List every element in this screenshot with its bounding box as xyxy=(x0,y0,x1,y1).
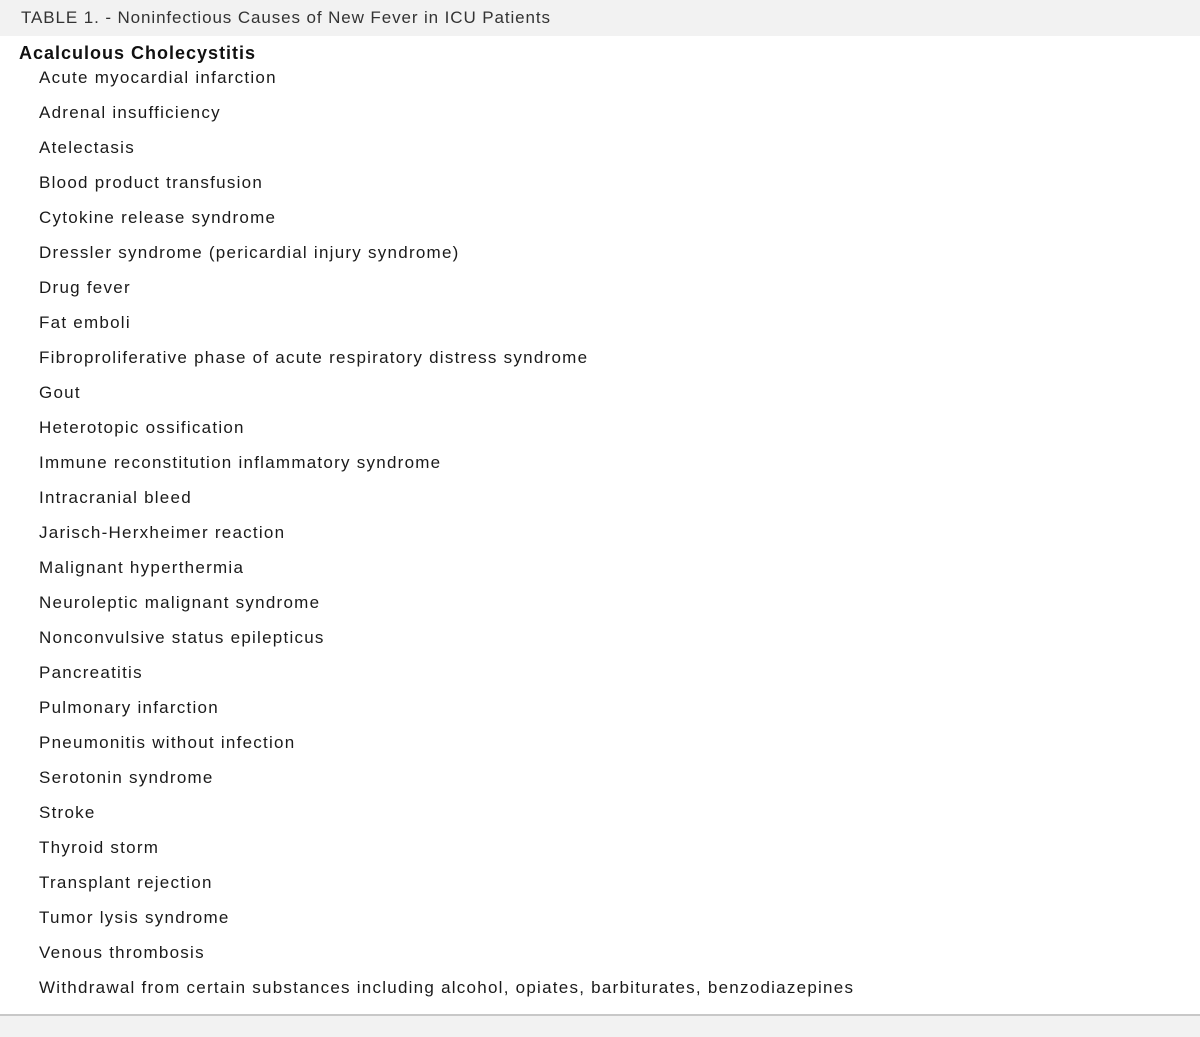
list-item: Dressler syndrome (pericardial injury syndrome) xyxy=(39,243,460,262)
list-item: Acute myocardial infarction xyxy=(39,68,277,87)
list-item: Fibroproliferative phase of acute respiratory distress syndrome xyxy=(39,348,589,367)
table-caption-bar xyxy=(0,0,1200,36)
list-item: Serotonin syndrome xyxy=(39,768,214,787)
table-caption: TABLE 1. - Noninfectious Causes of New Fever in ICU Patients xyxy=(21,8,551,27)
list-item: Intracranial bleed xyxy=(39,488,192,507)
table-section-heading: Acalculous Cholecystitis xyxy=(19,43,257,63)
list-item: Heterotopic ossification xyxy=(39,418,245,437)
list-item: Gout xyxy=(39,383,81,402)
list-item: Malignant hyperthermia xyxy=(39,558,245,577)
list-item: Adrenal insufficiency xyxy=(39,103,221,122)
list-item: Drug fever xyxy=(39,278,131,297)
list-item: Immune reconstitution inflammatory syndrome xyxy=(39,453,442,472)
list-item: Neuroleptic malignant syndrome xyxy=(39,593,321,612)
list-item: Atelectasis xyxy=(39,138,135,157)
list-item: Nonconvulsive status epilepticus xyxy=(39,628,325,647)
list-item: Stroke xyxy=(39,803,96,822)
list-item: Pulmonary infarction xyxy=(39,698,219,717)
list-item: Venous thrombosis xyxy=(39,943,205,962)
list-item: Thyroid storm xyxy=(39,838,160,857)
list-item: Jarisch-Herxheimer reaction xyxy=(39,523,286,542)
list-item: Blood product transfusion xyxy=(39,173,264,192)
table-footer-bar xyxy=(0,1016,1200,1037)
list-item: Pancreatitis xyxy=(39,663,143,682)
list-item: Pneumonitis without infection xyxy=(39,733,296,752)
list-item: Fat emboli xyxy=(39,313,131,332)
list-item: Tumor lysis syndrome xyxy=(39,908,230,927)
list-item: Transplant rejection xyxy=(39,873,213,892)
list-item: Withdrawal from certain substances including alcohol, opiates, barbiturates, benzodiazepines xyxy=(39,978,855,997)
list-item: Cytokine release syndrome xyxy=(39,208,277,227)
cause-list xyxy=(39,67,854,1012)
